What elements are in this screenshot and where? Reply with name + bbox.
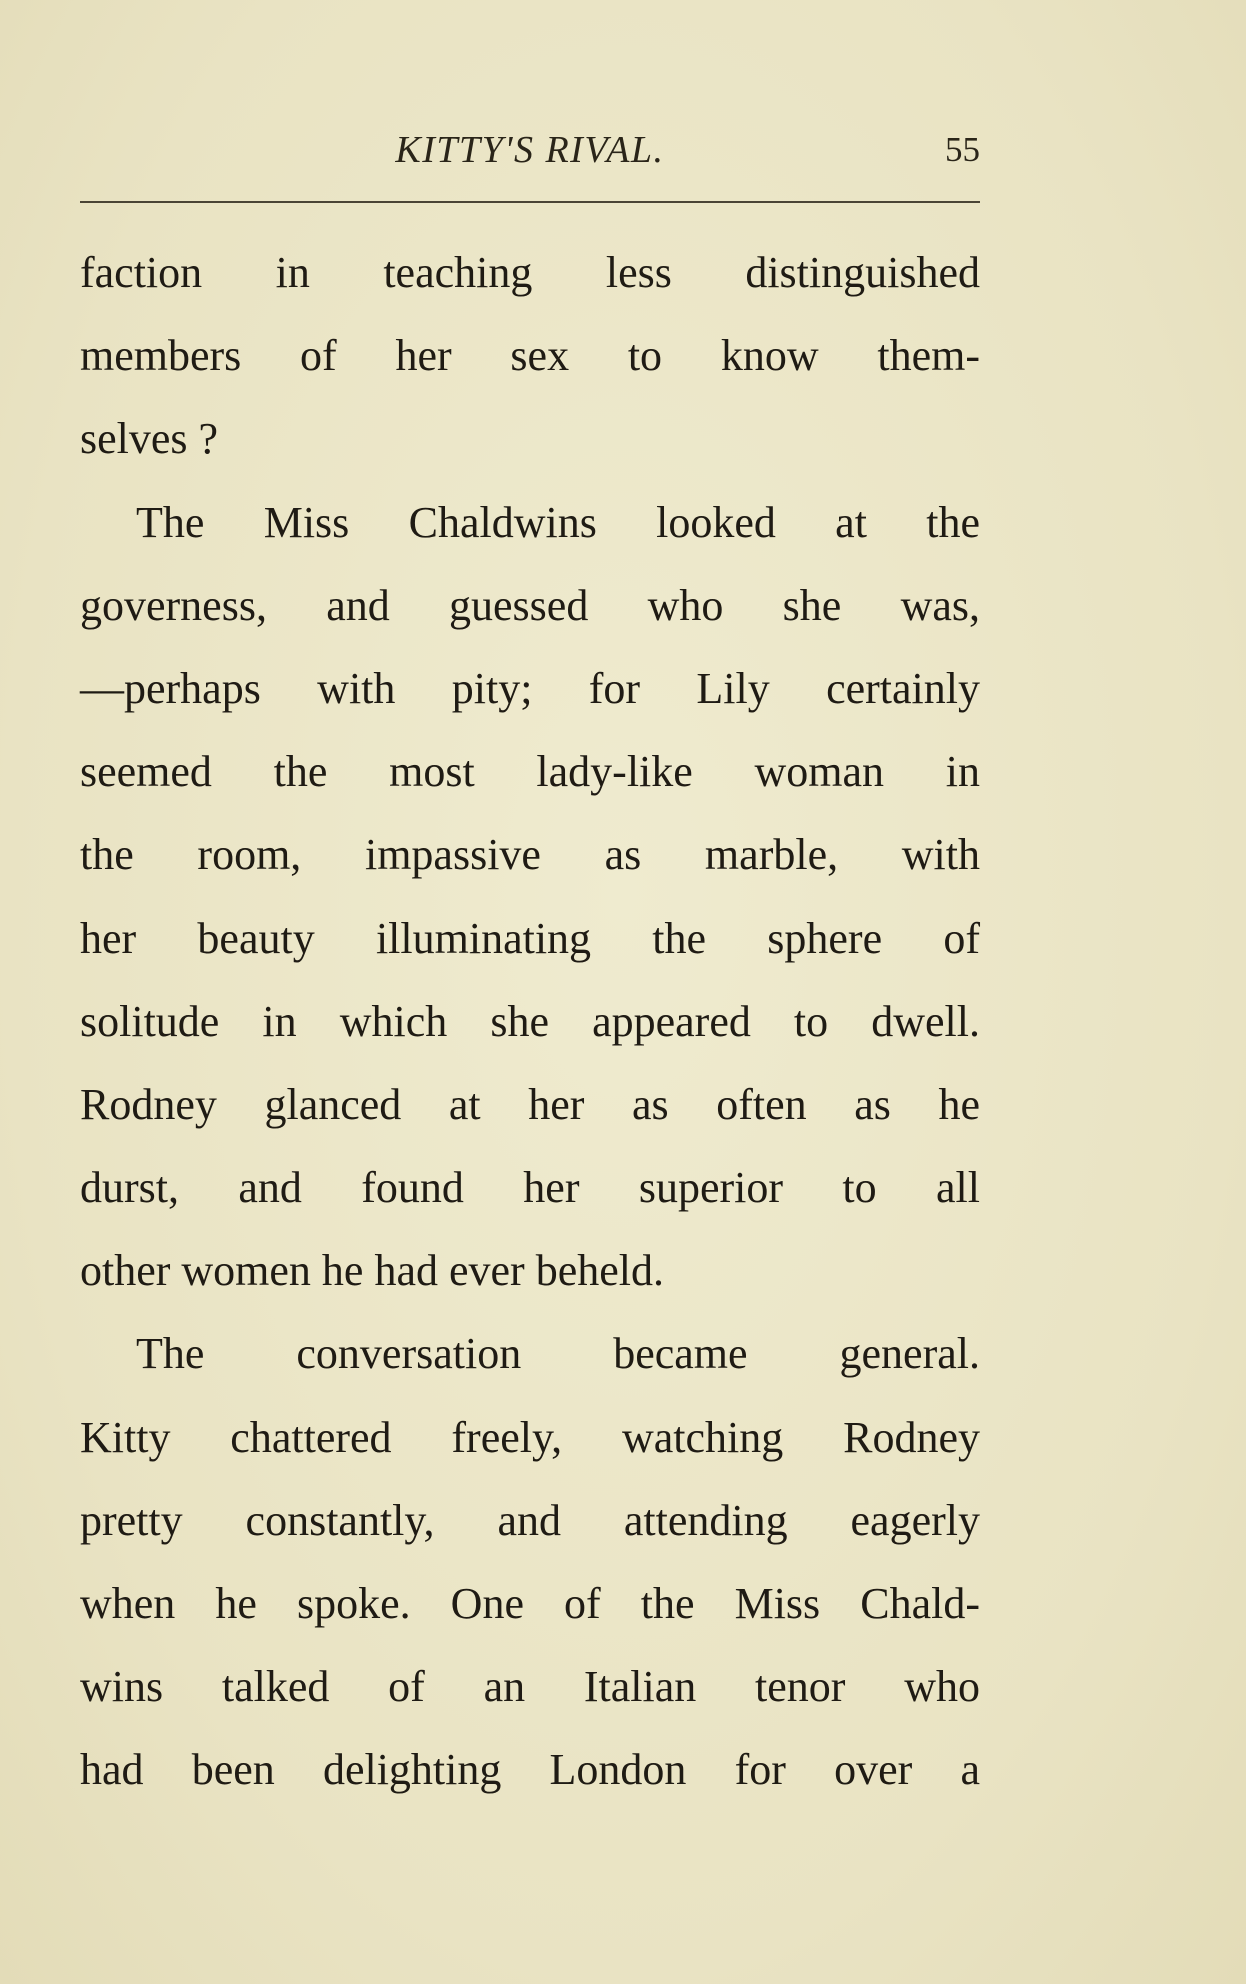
text-line: solitude in which she appeared to dwell.	[80, 996, 980, 1046]
text-line: had been delighting London for over a	[80, 1745, 980, 1795]
body-text	[80, 236, 980, 1817]
text-line: members of her sex to know them-	[80, 331, 980, 381]
text-line: durst, and found her superior to all	[80, 1163, 980, 1213]
text-line: governess, and guessed who she was,	[80, 580, 980, 630]
text-line: Rodney glanced at her as often as he	[80, 1079, 980, 1129]
text-line: wins talked of an Italian tenor who	[80, 1662, 980, 1712]
text-line: when he spoke. One of the Miss Chald-	[80, 1579, 980, 1628]
text-line: pretty constantly, and attending eagerly	[80, 1495, 980, 1545]
header-rule	[80, 201, 980, 203]
text-line: —perhaps with pity; for Lily certainly	[80, 663, 980, 713]
text-line: The conversation became general.	[136, 1329, 980, 1379]
running-title: KITTY'S RIVAL.	[395, 129, 665, 171]
running-head	[80, 128, 980, 178]
text-line: selves ?	[80, 414, 219, 464]
text-line: seemed the most lady-like woman in	[80, 747, 980, 797]
text-line: other women he had ever beheld.	[80, 1246, 664, 1296]
page-number: 55	[945, 130, 980, 169]
text-line: the room, impassive as marble, with	[80, 830, 980, 880]
text-line: faction in teaching less distinguished	[80, 248, 980, 297]
text-line: The Miss Chaldwins looked at the	[136, 497, 980, 547]
text-line: Kitty chattered freely, watching Rodney	[80, 1412, 980, 1462]
text-line: her beauty illuminating the sphere of	[80, 913, 980, 963]
